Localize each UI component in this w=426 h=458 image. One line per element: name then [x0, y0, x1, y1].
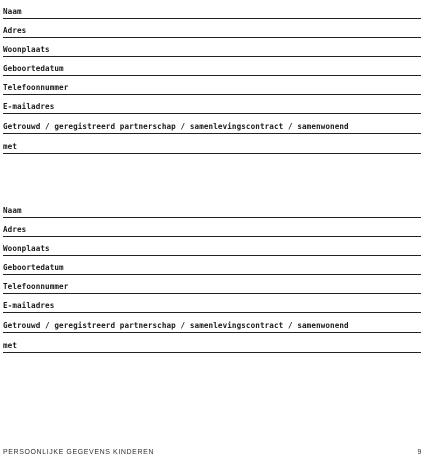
field-label: Woonplaats: [3, 244, 50, 253]
person-form-2: [3, 199, 421, 353]
field-telefoonnummer[interactable]: [3, 275, 421, 294]
field-geboortedatum[interactable]: [3, 256, 421, 275]
field-label: Naam: [3, 206, 22, 215]
field-naam[interactable]: [3, 0, 421, 19]
page-number: 9: [417, 449, 422, 456]
field-woonplaats[interactable]: [3, 38, 421, 57]
field-label: Naam: [3, 7, 22, 16]
field-met[interactable]: [3, 134, 421, 154]
field-label: Getrouwd / geregistreerd partnerschap / samenlevingscontract / samenwonend: [3, 122, 349, 131]
person-form-1: [3, 0, 421, 154]
field-adres[interactable]: [3, 19, 421, 38]
field-adres[interactable]: [3, 218, 421, 237]
field-naam[interactable]: [3, 199, 421, 218]
field-telefoonnummer[interactable]: [3, 76, 421, 95]
field-met[interactable]: [3, 333, 421, 353]
field-label: Getrouwd / geregistreerd partnerschap / samenlevingscontract / samenwonend: [3, 321, 349, 330]
field-label: met: [3, 142, 18, 151]
field-label: E-mailadres: [3, 102, 55, 111]
field-label: Telefoonnummer: [3, 282, 69, 291]
field-label: Adres: [3, 225, 27, 234]
footer-title: PERSOONLIJKE GEGEVENS KINDEREN: [3, 449, 155, 456]
field-emailadres[interactable]: [3, 294, 421, 313]
field-label: met: [3, 341, 18, 350]
field-label: Geboortedatum: [3, 64, 64, 73]
field-geboortedatum[interactable]: [3, 57, 421, 76]
field-relatiestatus[interactable]: [3, 114, 421, 134]
field-label: Woonplaats: [3, 45, 50, 54]
field-relatiestatus[interactable]: [3, 313, 421, 333]
field-label: Geboortedatum: [3, 263, 64, 272]
field-label: Telefoonnummer: [3, 83, 69, 92]
field-label: Adres: [3, 26, 27, 35]
field-emailadres[interactable]: [3, 95, 421, 114]
field-label: E-mailadres: [3, 301, 55, 310]
field-woonplaats[interactable]: [3, 237, 421, 256]
